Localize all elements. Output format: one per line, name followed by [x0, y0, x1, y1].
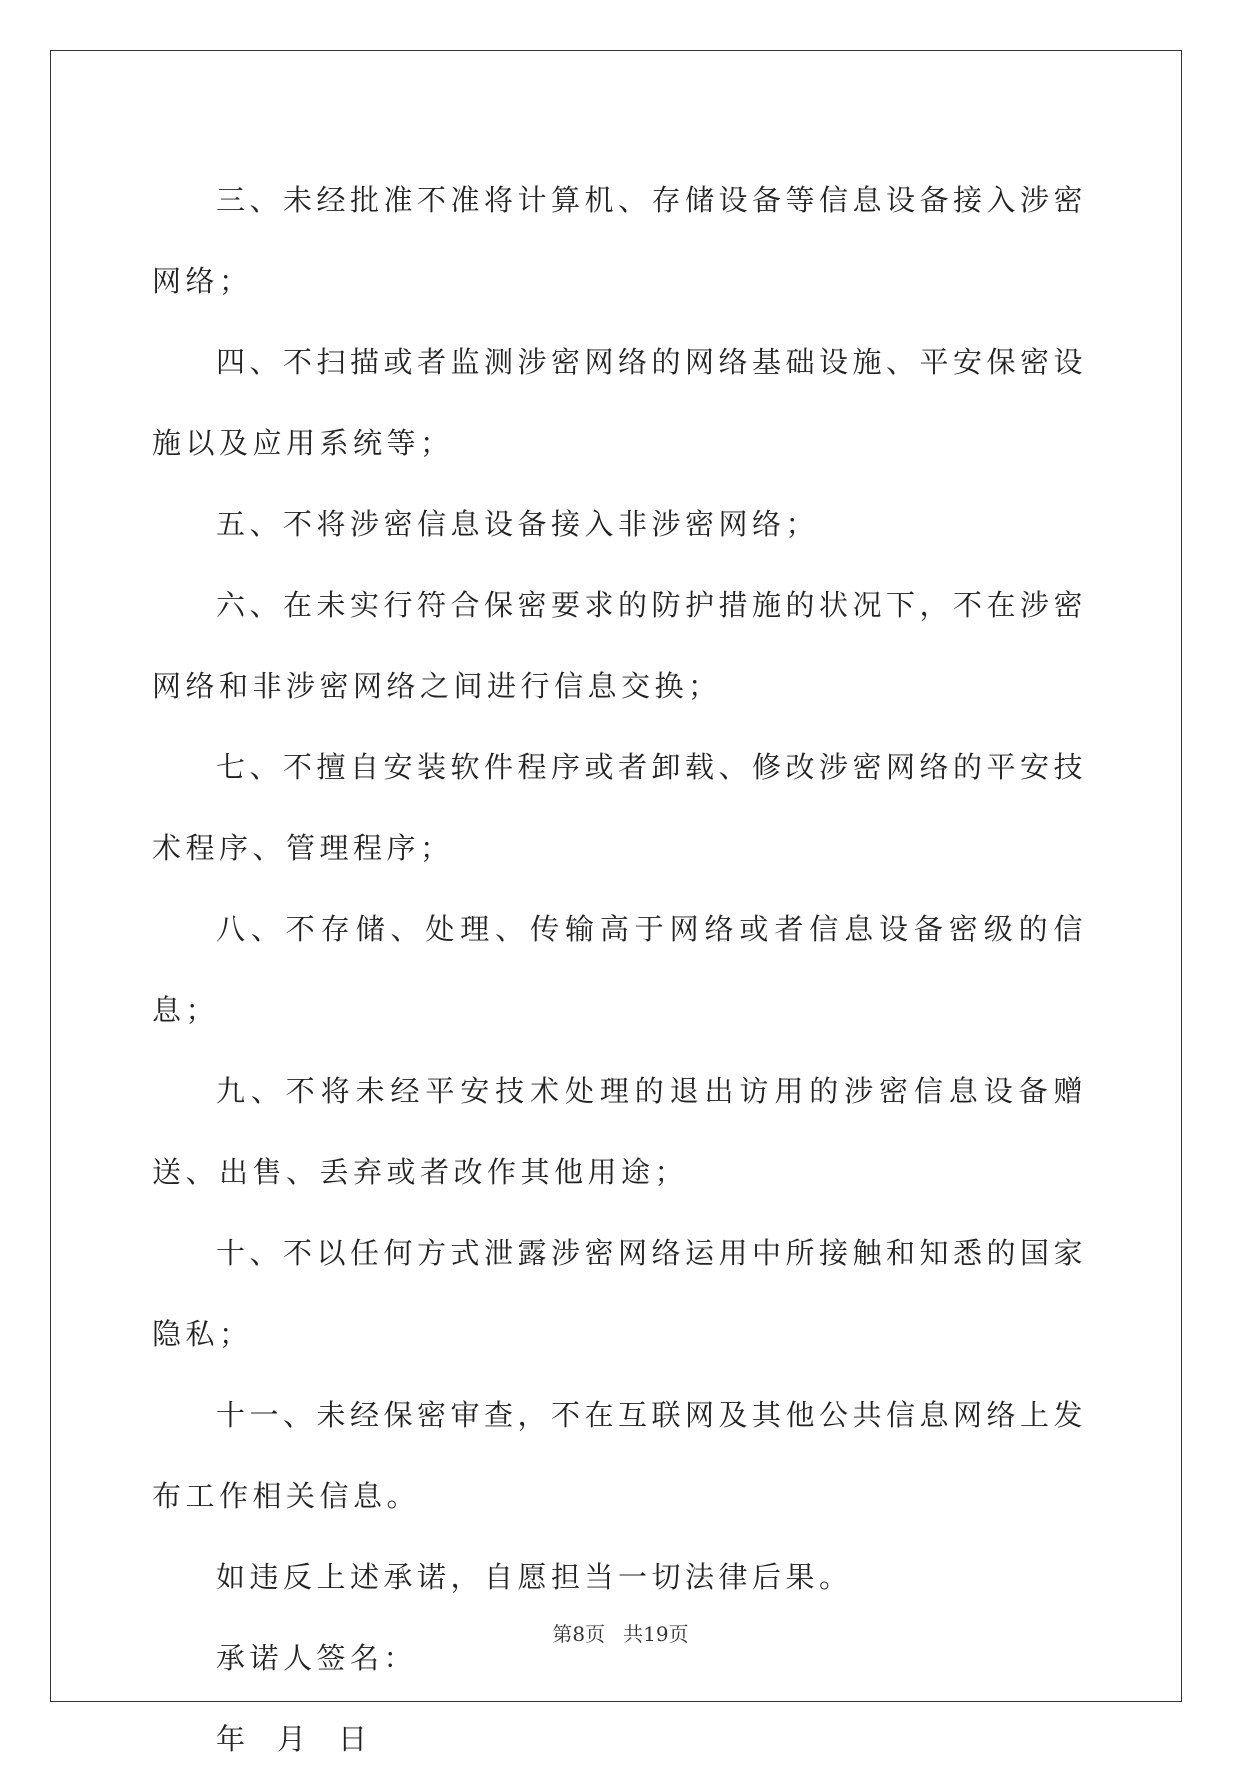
date-month-label: 月: [277, 1722, 307, 1756]
date-year-label: 年: [216, 1722, 246, 1756]
paragraph-item-6: 六、在未实行符合保密要求的防护措施的状况下，不在涉密网络和非涉密网络之间进行信息交换；: [152, 588, 1088, 703]
paragraph-item-11: 十一、未经保密审查，不在互联网及其他公共信息网络上发布工作相关信息。: [152, 1398, 1088, 1513]
consequence-statement: 如违反上述承诺，自愿担当一切法律后果。: [216, 1560, 853, 1594]
signature-label: 承诺人签名：: [216, 1641, 418, 1675]
page-total: 共19页: [623, 1622, 689, 1646]
page-footer: [0, 1618, 1241, 1647]
date-day-label: 日: [338, 1722, 368, 1756]
paragraph-item-10: 十、不以任何方式泄露涉密网络运用中所接触和知悉的国家隐私；: [152, 1236, 1088, 1351]
date-line: [152, 1699, 1087, 1780]
paragraph-item-4: 四、不扫描或者监测涉密网络的网络基础设施、平安保密设施以及应用系统等；: [152, 345, 1088, 460]
paragraph-item-8: 八、不存储、处理、传输高于网络或者信息设备密级的信息；: [152, 912, 1087, 1027]
paragraph-item-5: 五、不将涉密信息设备接入非涉密网络；: [216, 507, 820, 541]
paragraph-item-9: 九、不将未经平安技术处理的退出访用的涉密信息设备赠送、出售、丢弃或者改作其他用途；: [152, 1074, 1087, 1189]
paragraph-item-7: 七、不擅自安装软件程序或者卸载、修改涉密网络的平安技术程序、管理程序；: [152, 750, 1088, 865]
page-number: 第8页: [552, 1622, 606, 1646]
document-body: [152, 160, 1087, 1780]
paragraph-item-3: 三、未经批准不准将计算机、存储设备等信息设备接入涉密网络；: [152, 183, 1088, 298]
